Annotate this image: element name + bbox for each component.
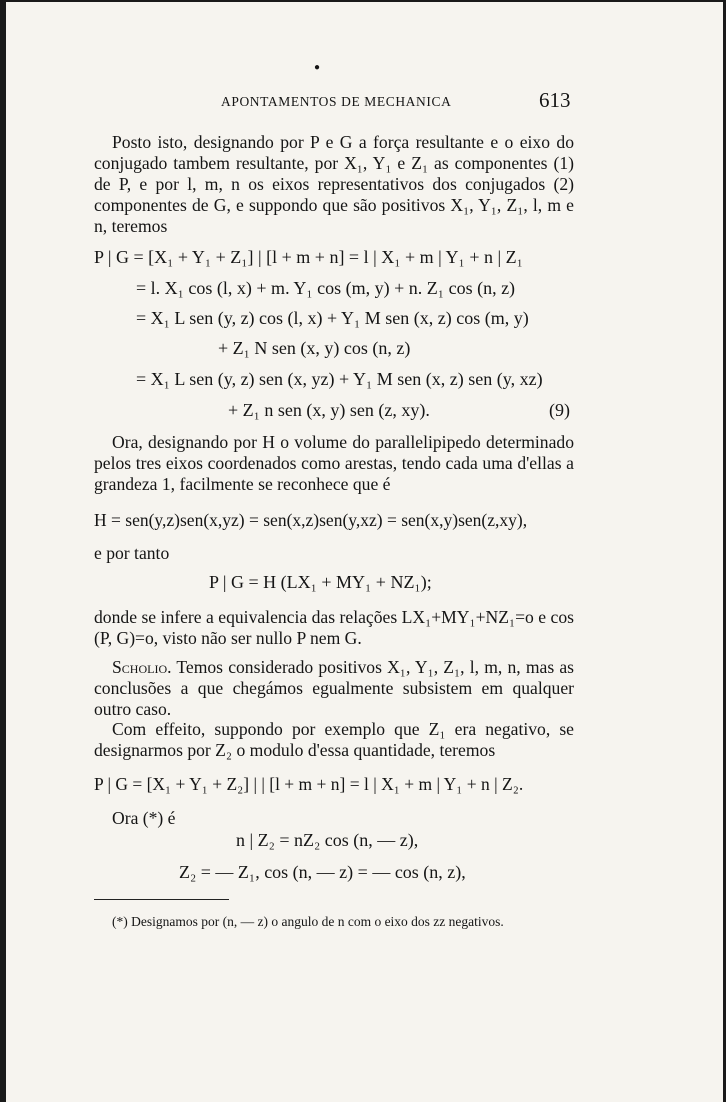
paragraph-equivalence: donde se infere a equivalencia das relações LX₁+MY₁+NZ₁=o e cos (P, G)=o, visto não ser nullo P nem G. xyxy=(94,607,574,648)
equation-line-3: = X₁ L sen (y, z) cos (l, x) + Y₁ M sen (x, z) cos (m, y) xyxy=(136,308,529,328)
paragraph-negative-case: Com effeito, suppondo por exemplo que Z₁ era negativo, se designarmos por Z₂ o modulo d'essa quantidade, teremos xyxy=(94,719,574,760)
equation-number: (9) xyxy=(549,400,570,420)
scholio-text: Temos considerado positivos X₁, Y₁, Z₁, l, m, n, mas as conclusões a que chegámos egualmente subsistem em qualquer outro caso. xyxy=(94,657,574,719)
footnote: (*) Designamos por (n, — z) o angulo de n com o eixo dos zz negativos. xyxy=(112,914,504,929)
running-title: APONTAMENTOS DE MECHANICA xyxy=(221,94,452,109)
equation-z2: Z₂ = — Z₁, cos (n, — z) = — cos (n, z), xyxy=(179,862,466,882)
paragraph-ora: Ora (*) é xyxy=(112,808,176,828)
equation-nz2: n | Z₂ = nZ₂ cos (n, — z), xyxy=(236,830,419,850)
equation-line-6: + Z₁ n sen (x, y) sen (z, xy). xyxy=(228,400,430,420)
equation-line-1: P | G = [X₁ + Y₁ + Z₁] | [l + m + n] = l | X₁ + m | Y₁ + n | Z₁ xyxy=(94,247,523,267)
scholio-label: Scholio. xyxy=(112,657,172,677)
equation-volume: H = sen(y,z)sen(x,yz) = sen(x,z)sen(y,xz) = sen(x,y)sen(z,xy), xyxy=(94,510,528,530)
equation-line-2: = l. X₁ cos (l, x) + m. Y₁ cos (m, y) + n. Z₁ cos (n, z) xyxy=(136,278,516,298)
equation-negative: P | G = [X₁ + Y₁ + Z₂] | | [l + m + n] = l | X₁ + m | Y₁ + n | Z₂. xyxy=(94,774,524,794)
paragraph-scholio xyxy=(94,657,574,720)
equation-line-5: = X₁ L sen (y, z) sen (x, yz) + Y₁ M sen (x, z) sen (y, xz) xyxy=(136,369,543,389)
paragraph-volume: Ora, designando por H o volume do parallelipipedo determinado pelos tres eixos coordenados como arestas, tendo cada uma d'ellas a grandeza 1, facilmente se reconhece que é xyxy=(94,432,574,494)
page-number: 613 xyxy=(539,88,571,112)
equation-product: P | G = H (LX₁ + MY₁ + NZ₁); xyxy=(209,572,432,592)
print-mark: ● xyxy=(314,62,321,73)
equation-line-4: + Z₁ N sen (x, y) cos (n, z) xyxy=(218,338,411,358)
paragraph-portanto: e por tanto xyxy=(94,543,170,563)
footnote-rule xyxy=(94,899,229,900)
paragraph-intro: Posto isto, designando por P e G a força resultante e o eixo do conjugado tambem resultante, por X₁, Y₁ e Z₁ as componentes (1) de P, e por l, m, n os eixos representativos dos conjugados (2) componentes de G, e suppondo que são positivos X₁, Y₁, Z₁, l, m e n, teremos xyxy=(94,132,574,236)
